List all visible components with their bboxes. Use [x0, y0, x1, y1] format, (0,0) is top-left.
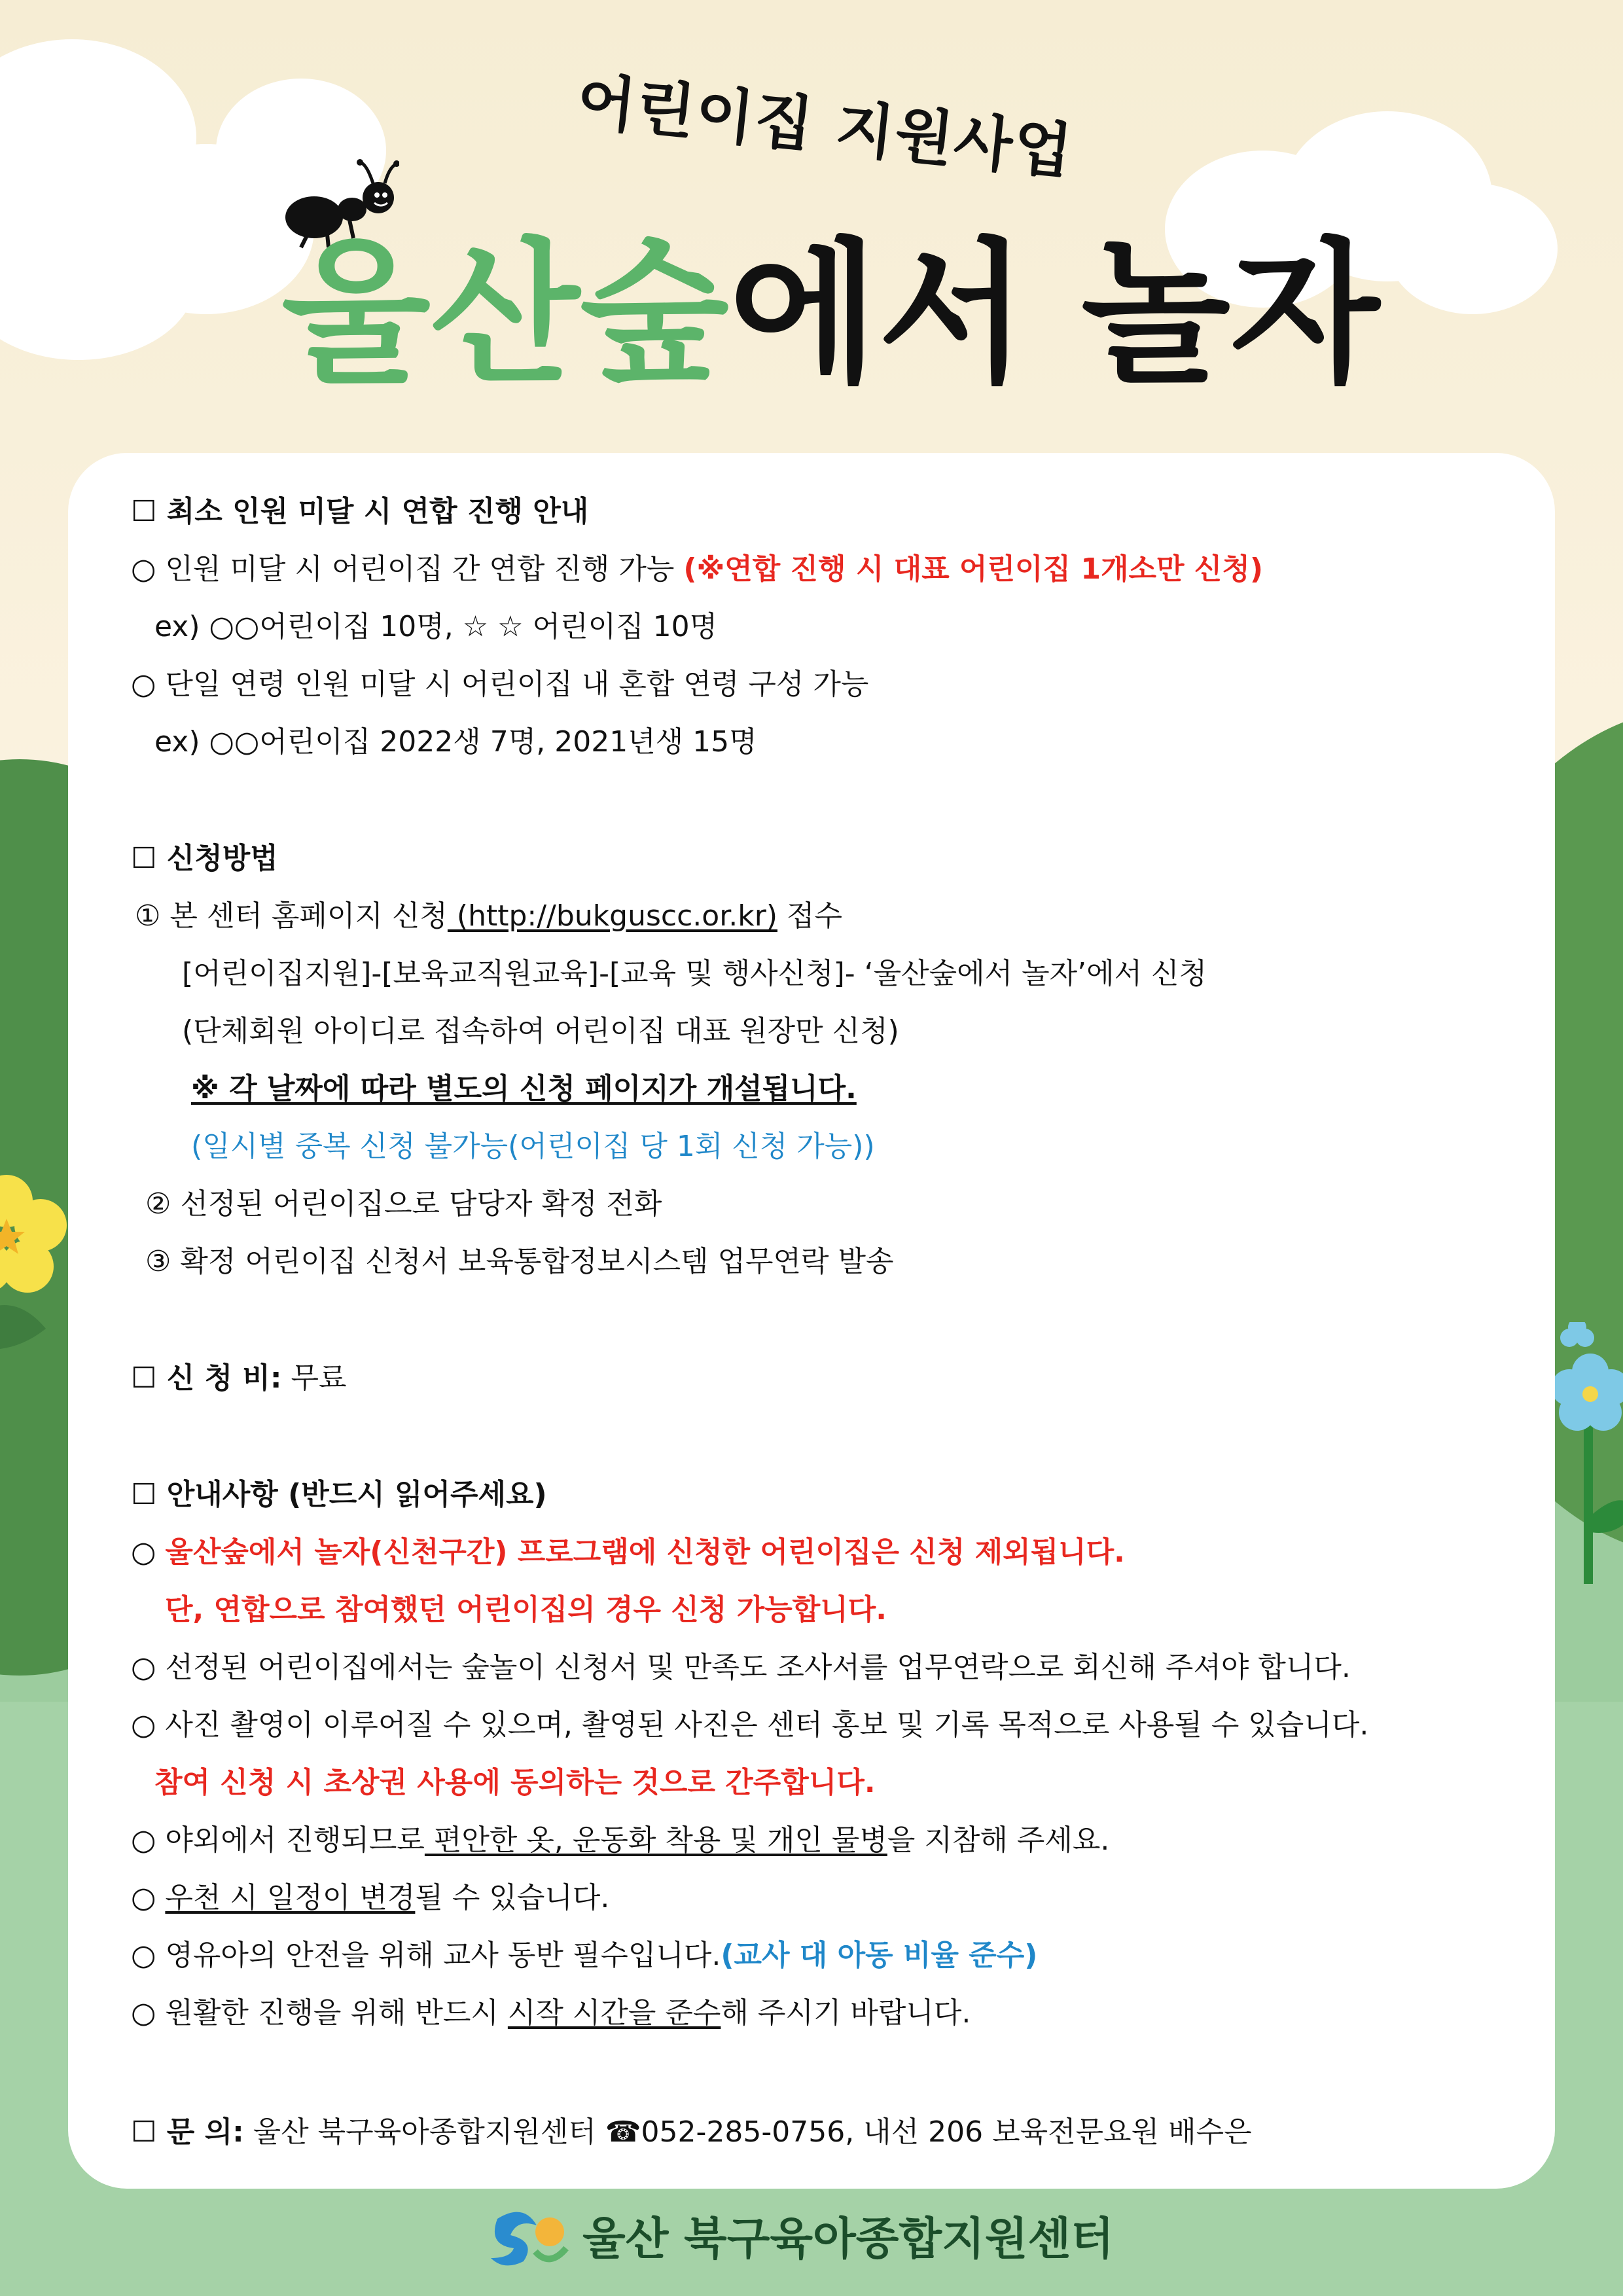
- section-heading-apply: ☐ 신청방법: [131, 842, 278, 875]
- text-line: [135, 897, 1509, 936]
- text: 을 지참해 주세요.: [887, 1823, 1110, 1857]
- text: ① 본 센터 홈페이지 신청: [135, 899, 448, 933]
- text: ○: [131, 1881, 166, 1914]
- fee-line: [131, 1359, 1505, 1398]
- homepage-link[interactable]: (http://bukguscc.or.kr): [447, 899, 777, 933]
- section-heading-contact: ☐ 문 의:: [131, 2115, 244, 2149]
- text: 접수: [777, 899, 842, 933]
- text: 해 주시기 바랍니다.: [721, 1996, 971, 2030]
- text-line: [131, 1533, 1505, 1572]
- text-line: (단체회원 아이디로 접속하여 어린이집 대표 원장만 신청): [182, 1014, 899, 1048]
- flower-left-icon: [0, 1165, 79, 1361]
- fee-value: 무료: [281, 1361, 347, 1395]
- text-line: ○ 단일 연령 인원 미달 시 어린이집 내 혼합 연령 구성 가능: [131, 668, 869, 701]
- text-line: [어린이집지원]-[보육교직원교육]-[교육 및 행사신청]- ‘울산숲에서 놀자’에서 신청: [182, 957, 1207, 990]
- underlined-text: 우천 시 일정이 변경: [165, 1881, 416, 1914]
- red-note: 울산숲에서 놀자(신천구간) 프로그램에 신청한 어린이집은 신청 제외됩니다.: [165, 1535, 1125, 1569]
- text: ○ 원활한 진행을 위해 반드시: [131, 1996, 508, 2030]
- text: ○ 인원 미달 시 어린이집 간 연합 진행 가능: [131, 552, 684, 586]
- section-heading-notice: ☐ 안내사항 (반드시 읽어주세요): [131, 1478, 547, 1511]
- text-line: [131, 1994, 1505, 2033]
- red-note: 참여 신청 시 초상권 사용에 동의하는 것으로 간주합니다.: [154, 1766, 876, 1799]
- text: ○ 야외에서 진행되므로: [131, 1823, 425, 1857]
- contact-line: [131, 2113, 1505, 2152]
- title-black-part: 에서 놀자: [728, 224, 1380, 404]
- text-line: ※ 각 날짜에 따라 별도의 신청 페이지가 개설됩니다.: [191, 1072, 857, 1105]
- title-green-part: 울산숲: [281, 224, 729, 404]
- text-line: ○ 사진 촬영이 이루어질 수 있으며, 촬영된 사진은 센터 홍보 및 기록 목적으로 사용될 수 있습니다.: [131, 1708, 1369, 1742]
- text-line: ③ 확정 어린이집 신청서 보육통합정보시스템 업무연락 발송: [145, 1245, 894, 1278]
- page-title: [281, 223, 1380, 406]
- text-line: ex) ○○어린이집 10명, ☆ ☆ 어린이집 10명: [154, 610, 718, 643]
- underlined-text: 시작 시간을 준수: [507, 1996, 721, 2030]
- center-logo-icon: [484, 2206, 569, 2271]
- text: 될 수 있습니다.: [415, 1881, 610, 1914]
- flower-right-icon: [1544, 1322, 1623, 1584]
- section-heading-joint: ☐ 최소 인원 미달 시 연합 진행 안내: [131, 495, 589, 528]
- subtitle: 어린이집 지원사업: [573, 65, 1077, 188]
- text-line: (일시별 중복 신청 불가능(어린이집 당 1회 신청 가능)): [191, 1130, 875, 1163]
- contact-value: 울산 북구육아종합지원센터 ☎052-285-0756, 내선 206 보육전문요원 배수은: [243, 2115, 1252, 2149]
- text: ○ 영유아의 안전을 위해 교사 동반 필수입니다.: [131, 1939, 721, 1972]
- underlined-text: 편안한 옷, 운동화 착용 및 개인 물병: [424, 1823, 887, 1857]
- red-note: 단, 연합으로 참여했던 어린이집의 경우 신청 가능합니다.: [165, 1593, 887, 1626]
- section-heading-fee: ☐ 신 청 비:: [131, 1361, 282, 1395]
- text-line: ○ 선정된 어린이집에서는 숲놀이 신청서 및 만족도 조사서를 업무연락으로 회신해 주셔야 합니다.: [131, 1651, 1351, 1684]
- red-note: (※연합 진행 시 대표 어린이집 1개소만 신청): [683, 552, 1263, 586]
- text-line: ex) ○○어린이집 2022생 7명, 2021년생 15명: [154, 725, 757, 759]
- text-line: ② 선정된 어린이집으로 담당자 확정 전화: [145, 1187, 662, 1221]
- content-card: [68, 453, 1555, 2189]
- text-line: [131, 1878, 1505, 1918]
- footer-org-name: 울산 북구육아종합지원센터: [582, 2214, 1114, 2265]
- text-line: [131, 1936, 1505, 1975]
- text-line: [131, 1821, 1505, 1860]
- blue-note: (교사 대 아동 비율 준수): [721, 1939, 1038, 1972]
- text: ○: [131, 1535, 166, 1569]
- text-line: [131, 550, 1505, 589]
